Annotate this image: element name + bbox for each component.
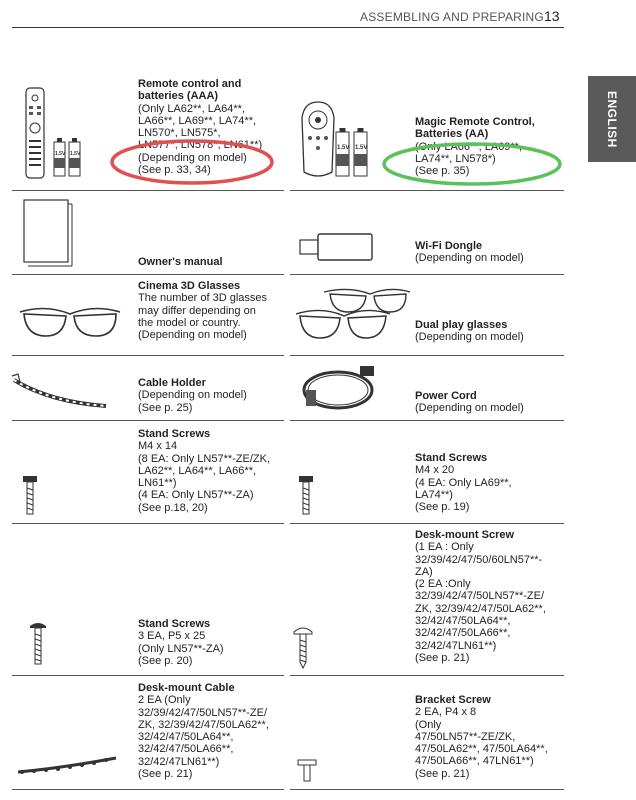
item-line: The number of 3D glasses <box>138 292 268 305</box>
stand-screw-illustration <box>296 474 316 518</box>
row-divider <box>12 190 284 191</box>
section-title: ASSEMBLING AND PREPARING <box>360 10 544 24</box>
item-title: Bracket Screw <box>415 694 491 706</box>
item-line: (See p. 21) <box>138 768 193 781</box>
item-line: (4 EA: Only LN57**-ZA) <box>138 489 254 502</box>
item-line: (See p. 35) <box>415 165 470 178</box>
item-line: 2 EA (Only <box>138 694 191 707</box>
item-line: LN61**) <box>138 477 177 490</box>
item-line: 47/50LA62**, 47/50LA64**, <box>415 743 548 756</box>
cable-holder-illustration <box>10 372 110 412</box>
header-rule <box>12 27 564 28</box>
item-title: Stand Screws <box>415 452 488 464</box>
row-divider <box>290 789 564 790</box>
item-wifi-dongle <box>415 240 524 265</box>
battery-voltage: 1.5V <box>70 151 81 157</box>
row-divider <box>290 190 564 191</box>
item-desk-mount-screw <box>415 529 546 664</box>
item-line: 32/42/47/50LA64**, <box>415 615 511 628</box>
item-title: Cable Holder <box>138 377 206 389</box>
row-divider <box>12 523 284 524</box>
item-stand-screws-p5x25 <box>138 618 224 667</box>
stand-screw-illustration <box>28 620 48 668</box>
item-line: (Only <box>415 718 442 731</box>
item-line: 32/42/47/50LA66**, <box>138 743 234 756</box>
item-title: batteries (AAA) <box>138 90 219 103</box>
item-line: (Only LA66**, LA69**, <box>415 140 523 153</box>
item-line: 47/50LA66**, 47LN61**) <box>415 755 534 768</box>
item-owners-manual <box>138 256 223 268</box>
item-title: Power Cord <box>415 390 477 402</box>
item-desk-mount-cable <box>138 682 269 780</box>
item-title: Magic Remote Control, <box>415 116 535 128</box>
page-number: 13 <box>544 8 560 24</box>
item-line: 32/42/47/50LA66**, <box>415 627 511 640</box>
item-cable-holder <box>138 377 247 414</box>
item-line: LA62**, LA64**, LA66**, <box>138 464 257 477</box>
item-line: ZK, 32/39/42/47/50LA62**, <box>138 718 269 731</box>
item-title: Owner's manual <box>138 256 223 268</box>
desk-mount-cable-illustration <box>12 748 122 780</box>
item-title: Dual play glasses <box>415 319 508 331</box>
row-divider <box>12 355 284 356</box>
language-tab <box>588 76 636 162</box>
item-line: may differ depending on <box>138 304 256 317</box>
row-divider <box>290 675 564 676</box>
item-title: Stand Screws <box>138 618 211 630</box>
stand-screw-illustration <box>20 474 40 518</box>
item-bracket-screw <box>415 694 548 780</box>
wifi-dongle-illustration <box>298 228 378 268</box>
item-line: (See p. 21) <box>415 651 470 664</box>
row-divider <box>290 355 564 356</box>
item-line: LN577*, LN578*, LN61**) <box>138 139 263 152</box>
item-line: the model or country. <box>138 316 241 329</box>
power-cord-illustration <box>298 360 382 416</box>
item-line: (Depending on model) <box>415 252 524 265</box>
item-line: (8 EA: Only LN57**-ZE/ZK, <box>138 452 271 465</box>
item-line: 32/42/47LN61**) <box>415 639 497 652</box>
item-line: (Depending on model) <box>415 402 524 415</box>
item-line: 32/39/42/47/50LN57**-ZE/ <box>138 706 268 719</box>
item-line: (Only LN57**-ZA) <box>138 642 224 655</box>
item-title: Remote control and <box>138 78 242 90</box>
item-line: (See p. 33, 34) <box>138 164 211 177</box>
magic-remote-illustration <box>296 98 382 182</box>
row-divider <box>12 789 284 790</box>
item-remote-control <box>138 78 262 176</box>
item-line: LA74**, LN578*) <box>415 152 496 165</box>
battery-voltage: 1.5V <box>337 145 350 151</box>
item-line: 32/42/47/50LA64**, <box>138 731 234 744</box>
item-line: (Only LA62**, LA64**, <box>138 102 246 115</box>
row-divider <box>290 274 564 275</box>
item-line: 2 EA, P4 x 8 <box>415 706 477 719</box>
item-stand-screws-m4x14 <box>138 428 270 514</box>
item-line: (See p. 25) <box>138 401 193 414</box>
language-tab-label: ENGLISH <box>605 90 619 148</box>
item-line: LA74**) <box>415 488 453 501</box>
item-line: (See p. 21) <box>415 767 470 780</box>
remote-control-illustration <box>20 86 84 182</box>
item-line: (Depending on model) <box>138 389 247 402</box>
item-line: ZA) <box>415 565 433 578</box>
item-line: (4 EA: Only LA69**, <box>415 476 512 489</box>
row-divider <box>12 420 284 421</box>
item-line: ZK, 32/39/42/47/50LA62**, <box>415 602 546 615</box>
item-3d-glasses <box>138 280 267 341</box>
item-magic-remote <box>415 116 535 177</box>
bracket-screw-illustration <box>296 758 318 784</box>
item-title: Batteries (AA) <box>415 128 489 141</box>
row-divider <box>12 675 284 676</box>
item-line: (Depending on model) <box>415 331 524 344</box>
3d-glasses-illustration <box>16 298 126 344</box>
item-line: (See p.18, 20) <box>138 501 208 514</box>
item-line: LA66**, LA69**, LA74**, <box>138 114 257 127</box>
item-line: M4 x 14 <box>138 440 178 453</box>
item-line: 47/50LN57**-ZE/ZK, <box>415 730 516 743</box>
item-title: Desk-mount Screw <box>415 529 515 541</box>
item-line: 32/42/47LN61**) <box>138 755 220 768</box>
item-stand-screws-m4x20 <box>415 452 512 513</box>
row-divider <box>290 523 564 524</box>
item-line: 32/39/42/47/50LN57**-ZE/ <box>415 590 545 603</box>
item-line: (Depending on model) <box>138 329 247 342</box>
item-title: Cinema 3D Glasses <box>138 280 241 292</box>
battery-voltage: 1.5V <box>355 145 368 151</box>
item-line: 32/39/42/47/50/60LN57**- <box>415 553 543 566</box>
item-line: (Depending on model) <box>138 151 247 164</box>
item-line: 3 EA, P5 x 25 <box>138 630 206 643</box>
item-line: LN570*, LN575*, <box>138 127 221 140</box>
item-line: M4 x 20 <box>415 464 455 477</box>
manual-illustration <box>22 198 78 268</box>
item-line: (See p. 20) <box>138 654 193 667</box>
row-divider <box>290 420 564 421</box>
item-title: Desk-mount Cable <box>138 682 235 694</box>
row-divider <box>12 274 284 275</box>
item-line: (2 EA :Only <box>415 578 471 591</box>
item-power-cord <box>415 390 524 415</box>
item-line: (See p. 19) <box>415 501 470 514</box>
battery-voltage: 1.5V <box>55 151 66 157</box>
item-title: Wi-Fi Dongle <box>415 240 483 252</box>
desk-mount-screw-illustration <box>292 624 314 672</box>
item-line: (1 EA : Only <box>415 541 474 554</box>
item-title: Stand Screws <box>138 428 211 440</box>
dual-play-glasses-illustration <box>294 284 412 346</box>
item-dual-play-glasses <box>415 319 524 344</box>
